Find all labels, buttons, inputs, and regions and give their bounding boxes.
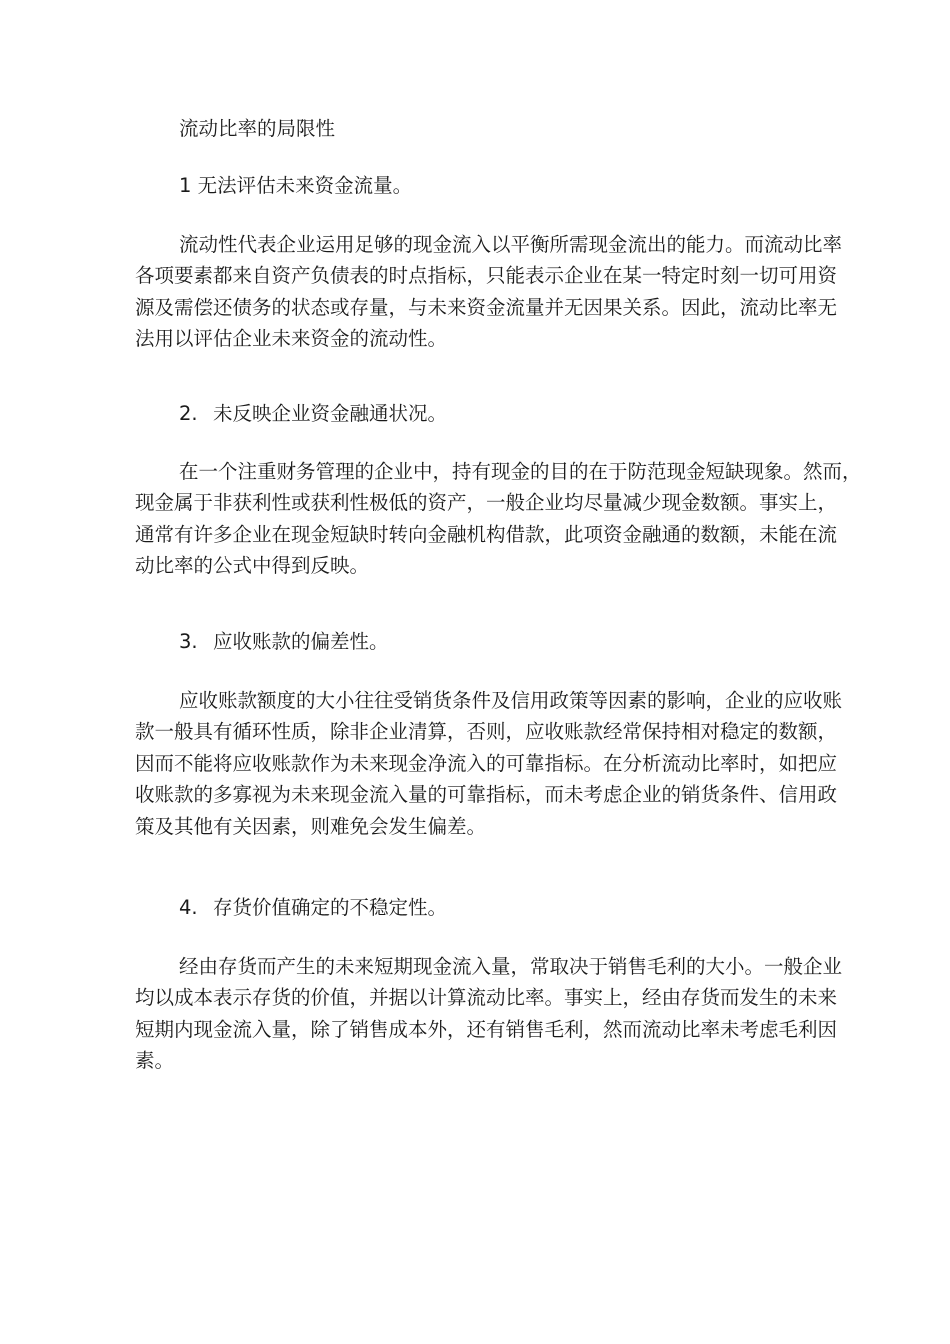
paragraph-line: 各项要素都来自资产负债表的时点指标，只能表示企业在某一特定时刻一切可用资 [135, 264, 838, 288]
heading-text: 存货价值确定的不稳定性。 [213, 896, 448, 919]
paragraph-line: 经由存货而产生的未来短期现金流入量，常取决于销售毛利的大小。一般企业 [179, 955, 843, 978]
paragraph-line: 法用以评估企业未来资金的流动性。 [135, 327, 448, 351]
heading-number: 3. [179, 630, 198, 653]
heading-number: 4. [179, 896, 198, 919]
paragraph-line: 现金属于非获利性或获利性极低的资产，一般企业均尽量减少现金数额。事实上， [135, 491, 838, 515]
paragraph-line: 短期内现金流入量，除了销售成本外，还有销售毛利，然而流动比率未考虑毛利因 [135, 1017, 838, 1041]
paragraph-line: 源及需偿还债务的状态或存量，与未来资金流量并无因果关系。因此，流动比率无 [135, 295, 838, 319]
paragraph-line: 均以成本表示存货的价值，并据以计算流动比率。事实上，经由存货而发生的未来 [135, 986, 838, 1010]
paragraph-line: 应收账款额度的大小往往受销货条件及信用政策等因素的影响，企业的应收账 [179, 689, 843, 712]
heading-text: 应收账款的偏差性。 [213, 630, 389, 653]
paragraph-line: 动比率的公式中得到反映。 [135, 554, 370, 578]
heading-text: 未反映企业资金融通状况。 [213, 402, 448, 425]
paragraph-line: 款一般具有循环性质，除非企业清算，否则，应收账款经常保持相对稳定的数额， [135, 720, 838, 744]
paragraph-line: 收账款的多寡视为未来现金流入量的可靠指标，而未考虑企业的销货条件、信用政 [135, 783, 838, 807]
section-heading-3 [135, 626, 950, 657]
paragraph-line: 因而不能将应收账款作为未来现金净流入的可靠指标。在分析流动比率时，如把应 [135, 751, 838, 775]
heading-number: 2. [179, 402, 198, 425]
section-paragraph-2 [135, 456, 939, 582]
section-paragraph-4 [135, 951, 939, 1077]
section-heading-4 [135, 892, 950, 923]
section-heading-1: 1 无法评估未来资金流量。 [179, 174, 413, 197]
paragraph-line: 流动性代表企业运用足够的现金流入以平衡所需现金流出的能力。而流动比率 [179, 233, 843, 256]
paragraph-line: 素。 [135, 1049, 175, 1073]
section-heading-2 [135, 398, 950, 429]
paragraph-line: 在一个注重财务管理的企业中，持有现金的目的在于防范现金短缺现象。然而， [179, 460, 862, 483]
section-paragraph-1 [135, 229, 939, 355]
paragraph-line: 策及其他有关因素，则难免会发生偏差。 [135, 814, 487, 838]
section-paragraph-3 [135, 685, 939, 842]
document-title: 流动比率的局限性 [179, 117, 336, 140]
paragraph-line: 通常有许多企业在现金短缺时转向金融机构借款，此项资金融通的数额，未能在流 [135, 522, 838, 546]
